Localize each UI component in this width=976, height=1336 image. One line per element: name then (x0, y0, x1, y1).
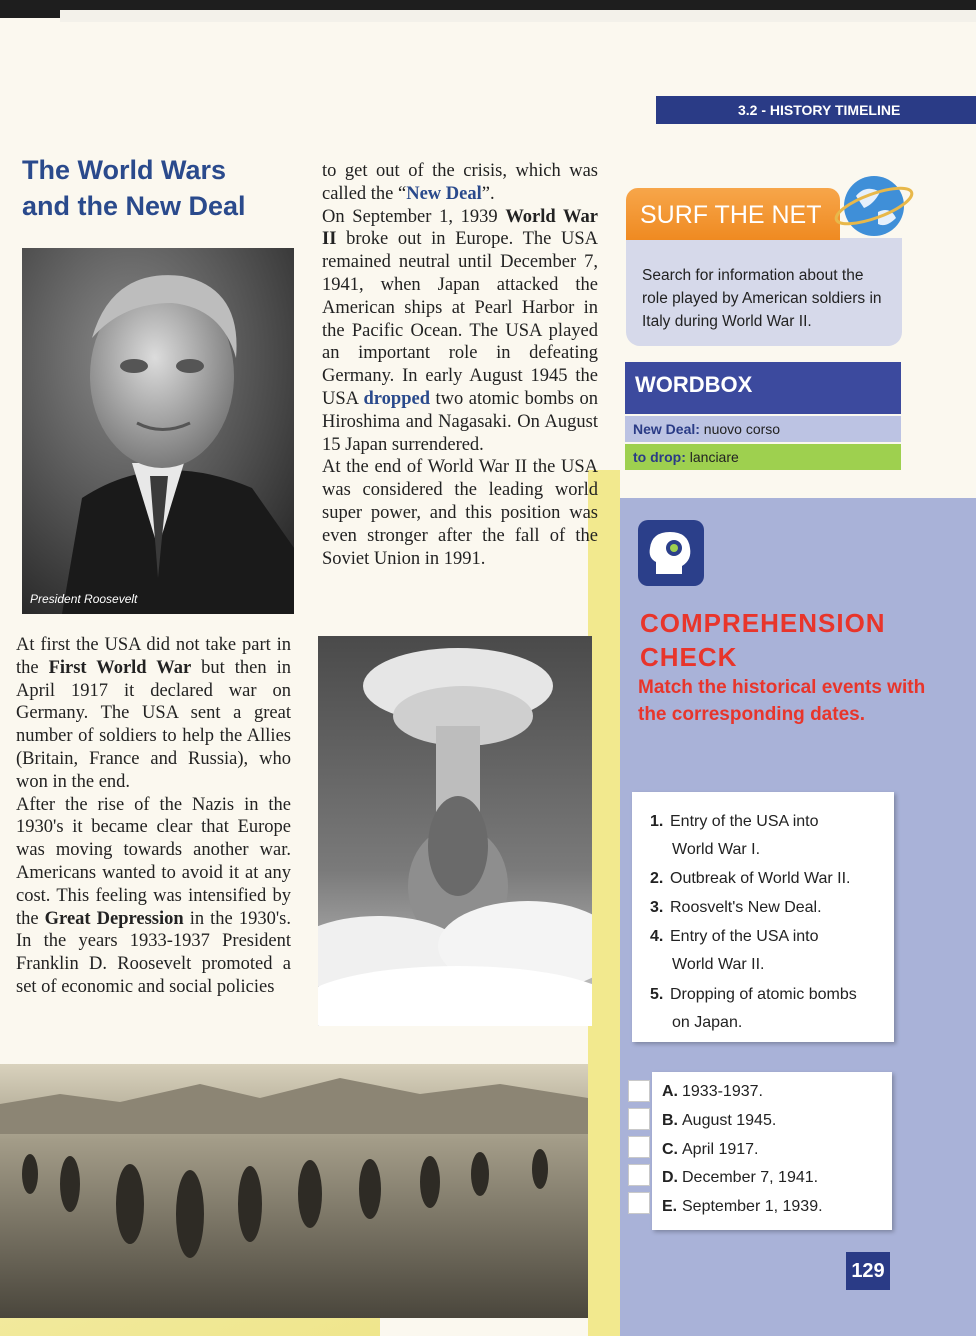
event-text-cont: on Japan. (672, 1014, 743, 1031)
event-text: Entry of the USA into (670, 928, 819, 945)
soldiers-image (0, 1064, 588, 1318)
page-number: 129 (846, 1252, 890, 1290)
keyword: dropped (363, 388, 431, 409)
soldiers-photo (0, 1064, 588, 1318)
page-title (22, 152, 302, 224)
keyword: New Deal (406, 183, 482, 204)
surf-the-net-title: SURF THE NET (626, 188, 840, 240)
event-text: Outbreak of World War II. (670, 870, 851, 887)
text-span: broke out in Europe. The USA remained neutral until December 7, 1941, when Japan attacked the American ships at Pearl Harbor in the Pacific Ocean. The USA played an important role in defeating Germany. In early August 1945 the USA (322, 229, 598, 409)
date-item (662, 1112, 776, 1130)
comprehension-title (640, 606, 940, 674)
head-thinking-icon (638, 520, 704, 586)
date-item (662, 1169, 818, 1187)
event-number: 5. (650, 986, 664, 1003)
text-span: to get out of the crisis, which was called the “ (322, 161, 598, 204)
middle-column-text (322, 160, 598, 570)
date-letter: C. (662, 1141, 678, 1158)
date-text: September 1, 1939. (682, 1198, 823, 1215)
wordbox-item (625, 444, 901, 470)
answer-checkbox[interactable] (628, 1192, 650, 1214)
answer-checkbox[interactable] (628, 1164, 650, 1186)
event-text-cont: World War I. (672, 841, 761, 858)
date-letter: E. (662, 1198, 678, 1215)
event-number: 2. (650, 870, 664, 887)
left-column-text (16, 634, 291, 999)
text-span: ”. (481, 183, 495, 204)
top-edge-paper (60, 10, 976, 22)
event-item (650, 923, 819, 979)
date-item (662, 1141, 759, 1159)
paragraph (322, 160, 598, 206)
section-tag: 3.2 - HISTORY TIMELINE (656, 96, 976, 124)
keyword: First World War (48, 657, 192, 678)
date-letter: B. (662, 1112, 678, 1129)
paragraph (16, 794, 291, 999)
wordbox-title: WORDBOX (625, 362, 901, 414)
globe-icon (834, 166, 914, 246)
comprehension-title-line1: COMPREHENSION (640, 608, 886, 638)
page-title-line1: The World Wars (22, 155, 227, 185)
event-item (650, 808, 819, 864)
event-text: Entry of the USA into (670, 813, 819, 830)
wordbox-term: to drop: (633, 449, 686, 465)
event-item (650, 865, 851, 893)
event-number: 1. (650, 813, 664, 830)
event-text: Dropping of atomic bombs (670, 986, 857, 1003)
mushroom-cloud-image (318, 636, 592, 1026)
answer-checkbox[interactable] (628, 1136, 650, 1158)
date-letter: A. (662, 1083, 678, 1100)
text-span: After the rise of the Nazis in the 1930's it became clear that Europe was moving towards another war. Americans wanted to avoid it at any cost. This feeling was intensified by the (16, 794, 291, 929)
wordbox-item (625, 416, 901, 442)
decor-yellow-strip (588, 470, 620, 1336)
comprehension-title-line2: CHECK (640, 642, 738, 672)
text-span: but then in April 1917 it declared war on Germany. The USA sent a great number of soldiers to help the Allies (Britain, France and Russia), who won in the end. (16, 657, 291, 792)
answer-checkbox[interactable] (628, 1080, 650, 1102)
roosevelt-photo (22, 248, 294, 614)
date-text: April 1917. (682, 1141, 759, 1158)
paragraph: At the end of World War II the USA was considered the leading world super power, and this position was even stronger after the fall of the Soviet Union in 1991. (322, 457, 598, 569)
date-text: August 1945. (682, 1112, 777, 1129)
date-letter: D. (662, 1169, 678, 1186)
event-text: Roosvelt's New Deal. (670, 899, 822, 916)
page-title-line2: and the New Deal (22, 191, 246, 221)
surf-the-net-text: Search for information about the role played by American soldiers in Italy during World War II. (642, 267, 882, 330)
date-item (662, 1198, 823, 1216)
text-span: two atomic bombs on Hiroshima and Nagasaki. On August 15 Japan surrendered. (322, 388, 598, 455)
text-span: On September 1, 1939 (322, 206, 506, 227)
event-text-cont: World War II. (672, 956, 765, 973)
roosevelt-portrait (22, 248, 294, 614)
keyword: Great Depression (44, 908, 184, 929)
date-text: 1933-1937. (682, 1083, 763, 1100)
answer-checkbox[interactable] (628, 1108, 650, 1130)
atomic-bomb-photo (318, 636, 592, 1026)
event-number: 3. (650, 899, 664, 916)
wordbox-translation: nuovo corso (699, 421, 781, 437)
keyword: World War II (322, 206, 598, 250)
wordbox-translation: lanciare (685, 449, 739, 465)
paragraph (322, 206, 598, 457)
event-item (650, 894, 822, 922)
event-number: 4. (650, 928, 664, 945)
paragraph (16, 634, 291, 794)
date-text: December 7, 1941. (682, 1169, 819, 1186)
photo-caption: President Roosevelt (30, 592, 138, 606)
comprehension-instruction: Match the historical events with the corresponding dates. (638, 677, 926, 725)
wordbox-term: New Deal: (633, 421, 700, 437)
text-span: in the 1930's. In the years 1933-1937 President Franklin D. Roosevelt promoted a set of economic and social policies (16, 908, 291, 997)
date-item (662, 1083, 763, 1101)
text-span: At first the USA did not take part in the (16, 635, 291, 678)
event-item (650, 981, 857, 1037)
